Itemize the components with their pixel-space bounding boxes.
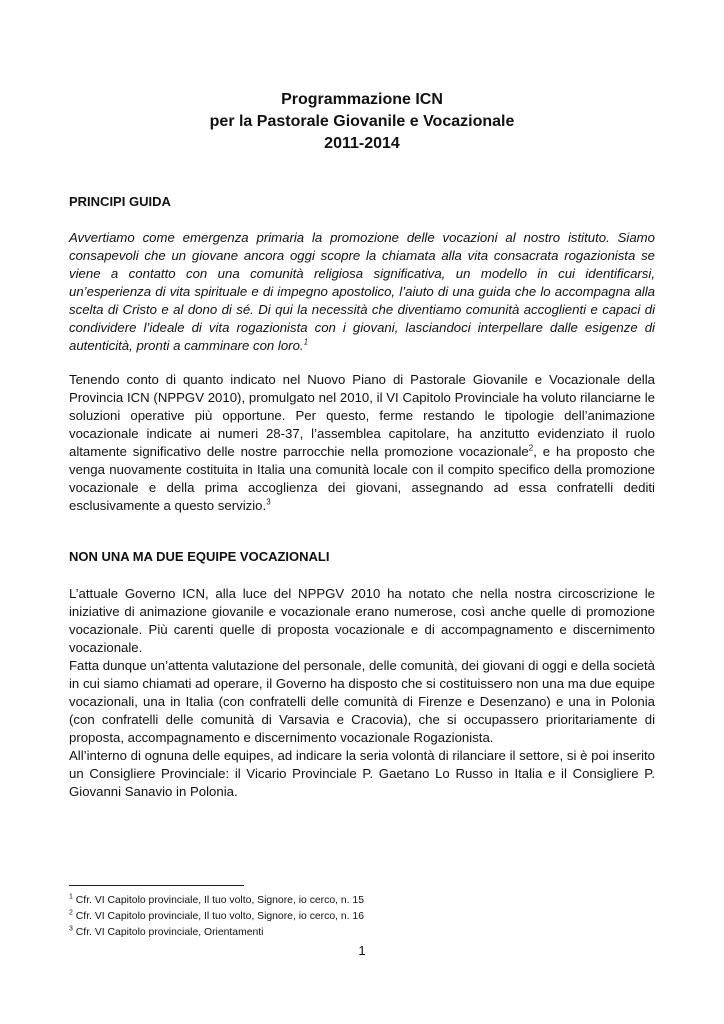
title-line-3: 2011-2014	[324, 135, 400, 152]
footnotes	[69, 893, 629, 941]
footnote-ref-2[interactable]: 2	[528, 443, 534, 453]
section-heading-principi-guida: PRINCIPI GUIDA	[69, 194, 171, 209]
section-heading-equipe: NON UNA MA DUE EQUIPE VOCAZIONALI	[69, 549, 330, 564]
footnote-3: $^3$ Cfr. VI Capitolo provinciale, Orientamenti	[69, 925, 264, 938]
page-number: 1	[358, 943, 366, 958]
equipe-paragraph-3: All’interno di ognuna delle equipes, ad indicare la seria volontà di rilanciare il settore, si è poi inserito un Consigliere Provinciale: il Vicario Provinciale P. Gaetano Lo Russo in Italia e il Consigliere P. Giovanni Sanavio in Polonia.	[69, 748, 655, 799]
footnote-1: $^1$ Cfr. VI Capitolo provinciale, Il tuo volto, Signore, io cerco, n. 15	[69, 893, 364, 906]
title-line-1: Programmazione ICN	[281, 91, 443, 108]
footnote-ref-3[interactable]: 3	[266, 497, 271, 507]
footnote-ref-1[interactable]: 1	[303, 337, 309, 347]
principles-paragraph-text-a: Tenendo conto di quanto indicato nel Nuovo Piano di Pastorale Giovanile e Vocazionale della Provincia ICN (NPPGV 2010), promulgato nel 2010, il VI Capitolo Provinciale ha voluto rilanciarne le soluzioni operative più opportune. Per questo, ferme restando le tipologie dell’animazione vocazionale indicate ai numeri 28-37, l’assemblea capitolare, ha anzitutto evidenziato il ruolo altamente significativo delle nostre parrocchie nella promozione vocazionale	[69, 372, 655, 459]
equipe-paragraph-1: L’attuale Governo ICN, alla luce del NPPGV 2010 ha notato che nella nostra circoscrizione le iniziative di animazione giovanile e vocazionale erano numerose, così anche quelle di promozione vocazionale. Più carenti quelle di proposta vocazionale e di accompagnamento e discernimento vocazionale.	[69, 586, 655, 655]
equipe-paragraph-2: Fatta dunque un’attenta valutazione del personale, delle comunità, dei giovani di oggi e della società in cui siamo chiamati ad operare, il Governo ha disposto che si costituissero non una ma due equipe vocazionali, una in Italia (con confratelli delle comunità di Firenze e Desenzano) e una in Polonia (con confratelli delle comunità di Varsavia e Cracovia), che si occupassero prioritariamente di proposta, accompagnamento e discernimento vocazionale Rogazionista.	[69, 658, 655, 745]
principles-quote-text: Avvertiamo come emergenza primaria la promozione delle vocazioni al nostro istituto. Siamo consapevoli che un giovane ancora oggi scopre la chiamata alla vita consacrata rogazionista se viene a contatto con una comunità religiosa significativa, un modello in cui identificarsi, un’esperienza di vita spirituale e di impegno apostolico, l’aiuto di una guida che lo accompagna alla scelta di Cristo e al dono di sé. Di qui la necessità che diventiamo comunità accoglienti e capaci di condividere l’ideale di vita rogazionista con i giovani, lasciandoci interpellare dalle esigenze di autenticità, pronti a camminare con loro.	[69, 230, 655, 353]
title-line-2: per la Pastorale Giovanile e Vocazionale	[209, 113, 515, 130]
footnote-divider	[69, 885, 244, 886]
principles-quote	[69, 229, 655, 355]
footnote-2: $^2$ Cfr. VI Capitolo provinciale, Il tuo volto, Signore, io cerco, n. 16	[69, 909, 364, 922]
document-title	[0, 89, 724, 155]
principles-paragraph	[69, 371, 655, 515]
principles-paragraph-text-b: , e ha proposto che venga nuovamente costituita in Italia una comunità locale con il compito specifico della promozione vocazionale e della prima accoglienza dei giovani, assegnando ad essa confratelli dediti esclusivamente a questo servizio.	[69, 444, 655, 513]
